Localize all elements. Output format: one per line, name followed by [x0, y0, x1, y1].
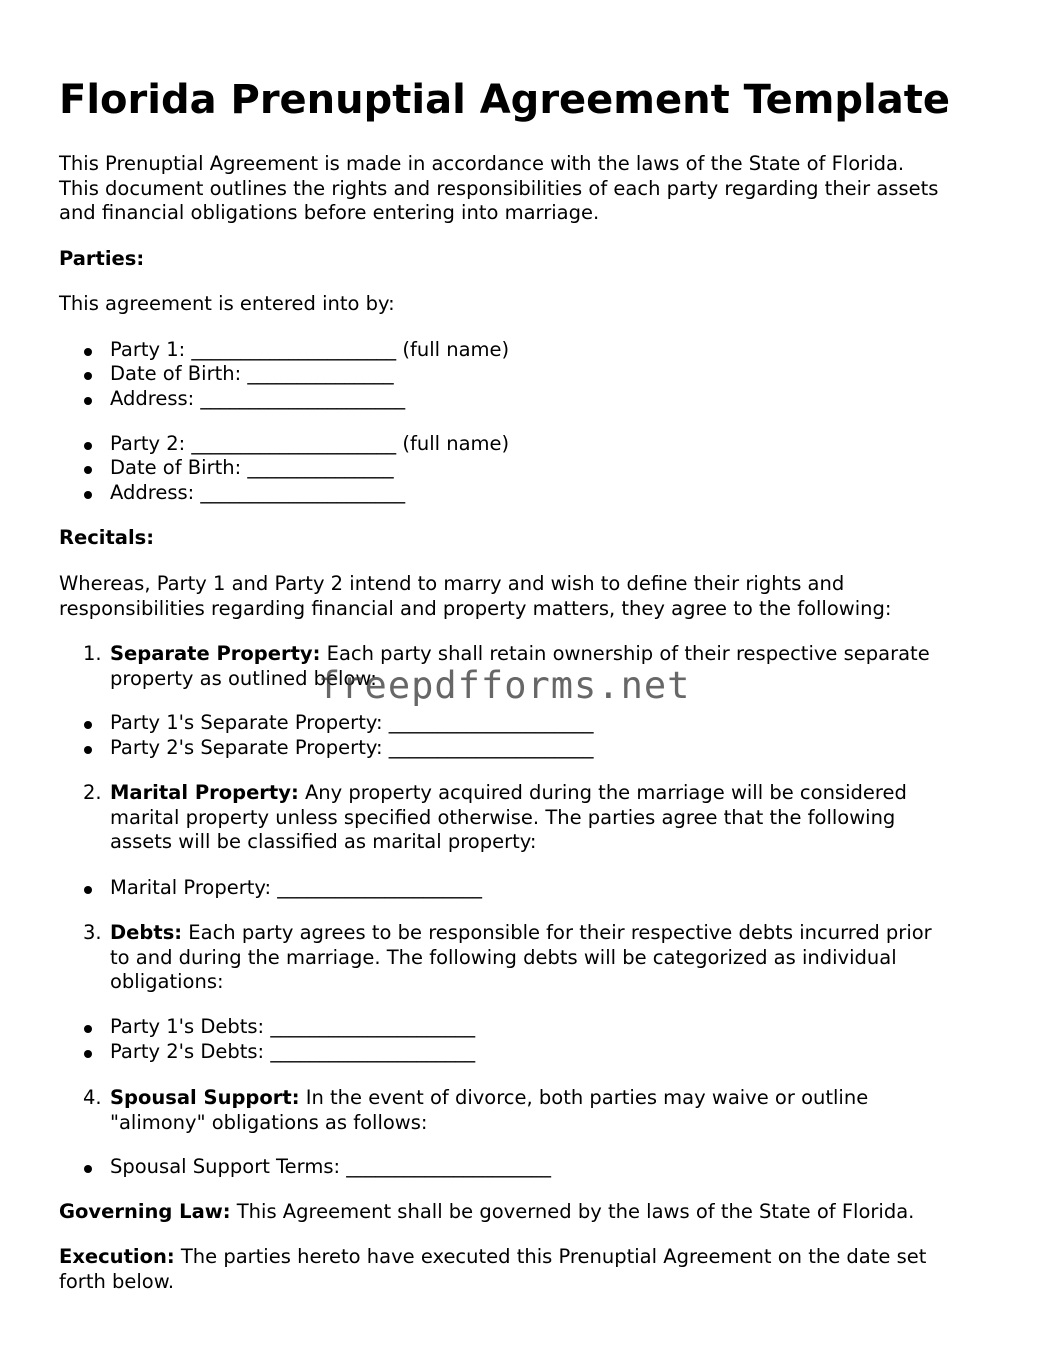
item-label: Spousal Support: [110, 1086, 300, 1109]
governing-law-text: This Agreement shall be governed by the laws of the State of Florida. [230, 1200, 915, 1223]
party2-name-field: Party 2: _____________________ (full name) [110, 432, 510, 455]
bullet-icon [84, 886, 92, 894]
bullet-icon [84, 442, 92, 450]
item-line: property as outlined below: [110, 666, 377, 690]
party1-debts-field: Party 1's Debts: _____________________ [110, 1015, 476, 1038]
bullet-icon [84, 348, 92, 356]
execution-text: The parties hereto have executed this Prenuptial Agreement on the date set [174, 1245, 927, 1268]
bullet-icon [84, 491, 92, 499]
execution-text: forth below. [59, 1269, 175, 1293]
governing-law-paragraph [59, 1200, 914, 1225]
parties-heading: Parties: [59, 247, 145, 270]
item-line: assets will be classified as marital property: [110, 830, 537, 853]
item-label: Debts: [110, 921, 183, 944]
item-line: Each party agrees to be responsible for their respective debts incurred prior [182, 921, 932, 944]
recitals-heading: Recitals: [59, 526, 155, 549]
governing-law-label: Governing Law: [59, 1200, 231, 1223]
recitals-paragraph [59, 572, 891, 621]
item-line: "alimony" obligations as follows: [110, 1110, 428, 1134]
item-number: 2. [83, 781, 102, 804]
item-line: to and during the marriage. The following debts will be categorized as individual [110, 945, 897, 969]
bullet-icon [84, 1050, 92, 1058]
marital-property-field: Marital Property: _____________________ [110, 876, 483, 899]
bullet-icon [84, 466, 92, 474]
spousal-support-terms-field: Spousal Support Terms: _____________________ [110, 1155, 551, 1178]
parties-lead: This agreement is entered into by: [59, 292, 395, 315]
bullet-icon [84, 721, 92, 729]
party2-dob-field: Date of Birth: _______________ [110, 456, 394, 479]
party1-dob-field: Date of Birth: _______________ [110, 362, 394, 385]
party1-separate-property-field: Party 1's Separate Property: _____________________ [110, 711, 594, 734]
bullet-icon [84, 372, 92, 380]
item-text [110, 921, 1000, 995]
intro-line: This document outlines the rights and responsibilities of each party regarding their assets [59, 176, 939, 200]
page-title: Florida Prenuptial Agreement Template [59, 77, 950, 123]
item-text [110, 781, 1000, 855]
recitals-line: Whereas, Party 1 and Party 2 intend to marry and wish to define their rights and [59, 572, 845, 595]
bullet-icon [84, 746, 92, 754]
bullet-icon [84, 1165, 92, 1173]
party2-address-field: Address: _____________________ [110, 481, 406, 504]
item-number: 3. [83, 921, 102, 944]
item-line: Each party shall retain ownership of their respective separate [320, 642, 930, 665]
intro-paragraph [59, 152, 938, 226]
watermark: freepdfforms.net [318, 664, 691, 707]
item-number: 4. [83, 1086, 102, 1109]
item-line: obligations: [110, 970, 224, 993]
party1-name-field: Party 1: _____________________ (full name) [110, 338, 510, 361]
item-text [110, 1086, 1000, 1135]
intro-line: This Prenuptial Agreement is made in accordance with the laws of the State of Florida. [59, 152, 905, 175]
item-line: In the event of divorce, both parties may waive or outline [299, 1086, 869, 1109]
bullet-icon [84, 397, 92, 405]
party2-debts-field: Party 2's Debts: _____________________ [110, 1040, 476, 1063]
party1-address-field: Address: _____________________ [110, 387, 406, 410]
party2-separate-property-field: Party 2's Separate Property: _____________________ [110, 736, 594, 759]
execution-paragraph [59, 1245, 926, 1294]
item-number: 1. [83, 642, 102, 665]
intro-line: and financial obligations before entering into marriage. [59, 201, 600, 224]
item-label: Marital Property: [110, 781, 299, 804]
item-line: marital property unless specified otherwise. The parties agree that the following [110, 805, 896, 829]
recitals-line: responsibilities regarding financial and property matters, they agree to the following: [59, 596, 892, 620]
item-label: Separate Property: [110, 642, 321, 665]
item-line: Any property acquired during the marriage will be considered [298, 781, 907, 804]
bullet-icon [84, 1025, 92, 1033]
execution-label: Execution: [59, 1245, 175, 1268]
